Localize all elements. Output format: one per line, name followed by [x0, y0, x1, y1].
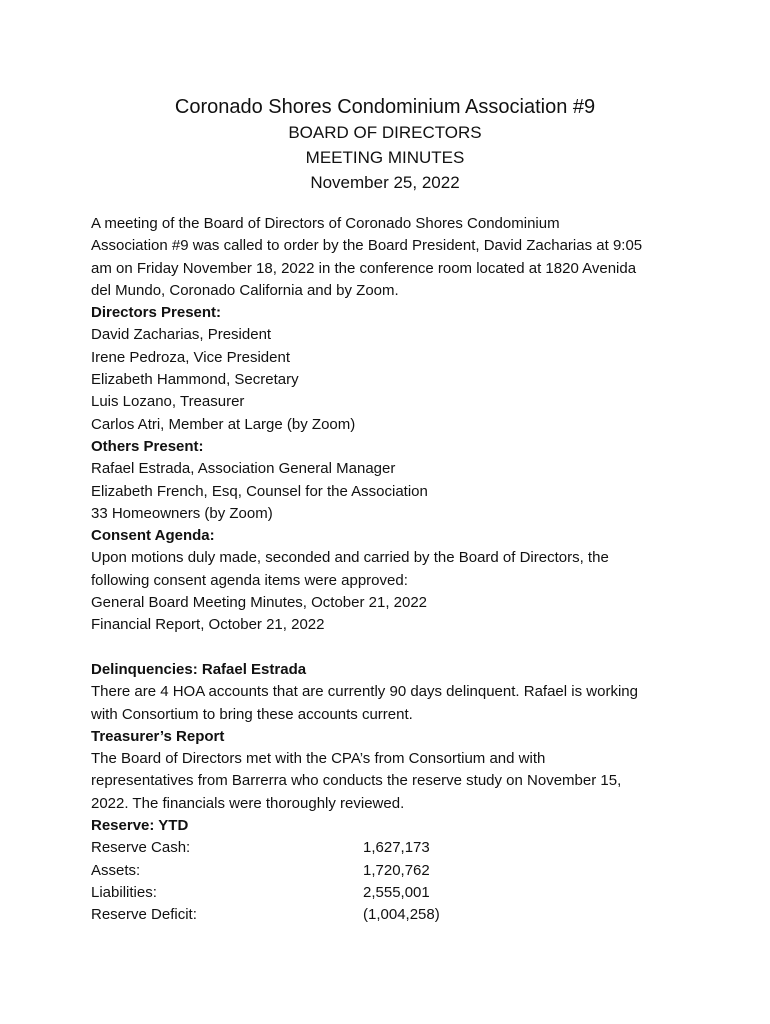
treasurer-line: The Board of Directors met with the CPA’s from Consortium and with: [91, 750, 546, 768]
reserve-value: (1,004,258): [363, 906, 440, 924]
others-item: Rafael Estrada, Association General Manager: [91, 460, 396, 478]
reserve-value: 2,555,001: [363, 883, 430, 901]
consent-line: General Board Meeting Minutes, October 21, 2022: [91, 594, 428, 612]
board-heading: BOARD OF DIRECTORS: [288, 123, 482, 142]
director-item: Luis Lozano, Treasurer: [91, 393, 245, 411]
delinquencies-heading: Delinquencies: Rafael Estrada: [91, 660, 307, 678]
others-section: [91, 436, 691, 525]
reserve-row: [91, 837, 691, 859]
document-body: [91, 213, 691, 927]
treasurer-section: [91, 726, 691, 815]
reserve-label: Liabilities:: [91, 883, 157, 901]
treasurer-line: representatives from Barrerra who conducts the reserve study on November 15,: [91, 772, 622, 790]
reserve-label: Reserve Cash:: [91, 839, 191, 857]
others-item: 33 Homeowners (by Zoom): [91, 504, 273, 522]
intro-paragraph: [91, 213, 691, 302]
consent-line: following consent agenda items were approved:: [91, 571, 408, 589]
consent-section: [91, 525, 691, 636]
reserve-label: Reserve Deficit:: [91, 906, 197, 924]
association-title: Coronado Shores Condominium Association #9: [174, 96, 596, 118]
intro-line: del Mundo, Coronado California and by Zoom.: [91, 281, 399, 299]
others-item: Elizabeth French, Esq, Counsel for the Association: [91, 482, 428, 500]
delinquencies-line: with Consortium to bring these accounts current.: [91, 705, 413, 723]
director-item: David Zacharias, President: [91, 326, 272, 344]
others-heading: Others Present:: [91, 437, 204, 455]
reserve-row: [91, 882, 691, 904]
directors-section: [91, 302, 691, 436]
intro-line: Association #9 was called to order by the Board President, David Zacharias at 9:05: [91, 237, 643, 255]
consent-line: Financial Report, October 21, 2022: [91, 616, 325, 634]
treasurer-line: 2022. The financials were thoroughly reviewed.: [91, 794, 405, 812]
delinquencies-section: [91, 659, 691, 726]
consent-line: Upon motions duly made, seconded and carried by the Board of Directors, the: [91, 549, 609, 567]
reserve-value: 1,627,173: [363, 839, 430, 857]
treasurer-heading: Treasurer’s Report: [91, 727, 225, 745]
delinquencies-line: There are 4 HOA accounts that are currently 90 days delinquent. Rafael is working: [91, 683, 638, 701]
director-item: Elizabeth Hammond, Secretary: [91, 371, 299, 389]
directors-heading: Directors Present:: [91, 304, 222, 322]
minutes-heading: MEETING MINUTES: [305, 148, 465, 167]
intro-line: am on Friday November 18, 2022 in the conference room located at 1820 Avenida: [91, 259, 637, 277]
blank-line: [91, 637, 691, 659]
consent-heading: Consent Agenda:: [91, 527, 215, 545]
document-header: [0, 94, 770, 195]
reserve-value: 1,720,762: [363, 861, 430, 879]
reserve-row: [91, 860, 691, 882]
reserve-heading: Reserve: YTD: [91, 817, 189, 835]
meeting-date: November 25, 2022: [310, 173, 460, 192]
director-item: Carlos Atri, Member at Large (by Zoom): [91, 415, 356, 433]
intro-line: A meeting of the Board of Directors of Coronado Shores Condominium: [91, 215, 560, 232]
reserve-row: [91, 904, 691, 926]
reserve-label: Assets:: [91, 861, 141, 879]
reserve-section: [91, 815, 691, 926]
director-item: Irene Pedroza, Vice President: [91, 348, 291, 366]
